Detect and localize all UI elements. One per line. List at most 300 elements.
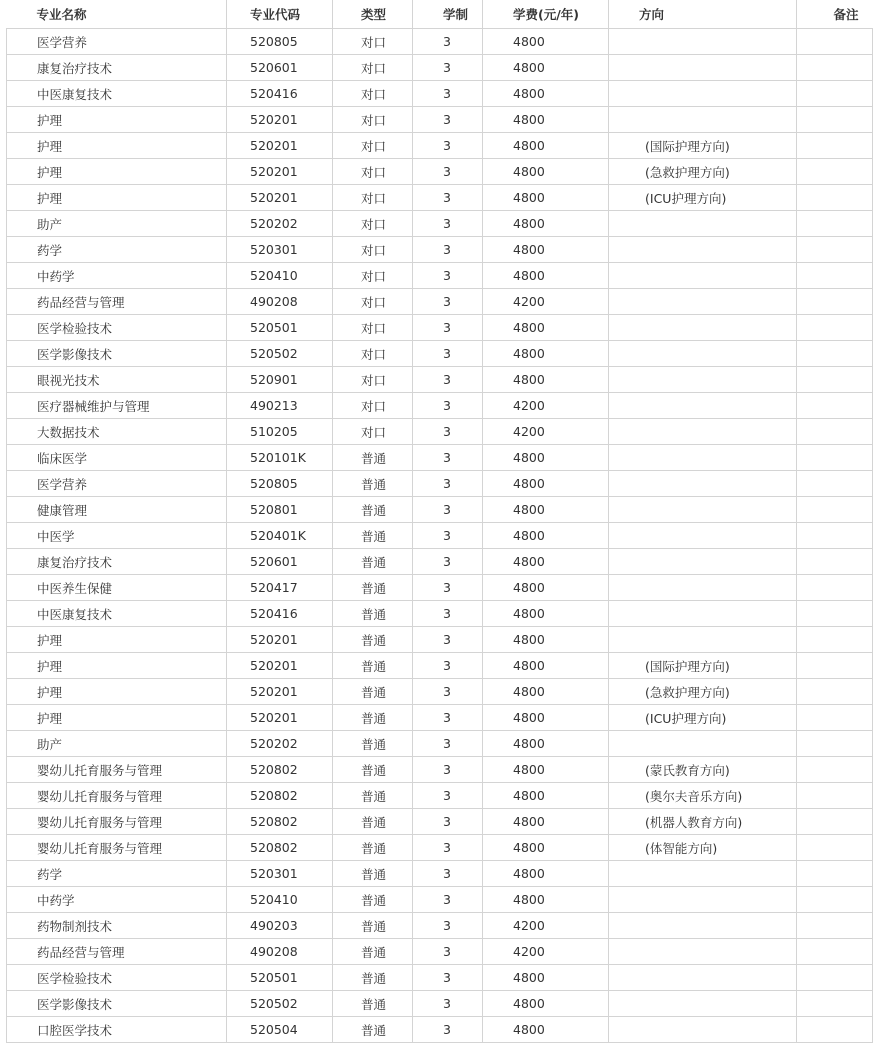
cell-duration: 3 [413, 133, 483, 159]
cell-duration: 3 [413, 81, 483, 107]
table-row [7, 263, 873, 289]
cell-direction [609, 965, 797, 991]
cell-tuition: 4800 [483, 497, 609, 523]
table-row [7, 393, 873, 419]
cell-type: 对口 [333, 341, 413, 367]
cell-direction [609, 289, 797, 315]
cell-duration: 3 [413, 185, 483, 211]
cell-duration: 3 [413, 679, 483, 705]
cell-type: 普通 [333, 887, 413, 913]
cell-type: 普通 [333, 549, 413, 575]
header-direction: 方向 [609, 0, 797, 29]
cell-direction [609, 497, 797, 523]
cell-major-code: 520201 [227, 679, 333, 705]
table-row [7, 289, 873, 315]
cell-type: 对口 [333, 263, 413, 289]
cell-major-code: 520202 [227, 731, 333, 757]
cell-direction [609, 601, 797, 627]
cell-remarks [797, 887, 873, 913]
cell-major-name: 医学检验技术 [7, 965, 227, 991]
cell-remarks [797, 393, 873, 419]
cell-tuition: 4800 [483, 185, 609, 211]
cell-tuition: 4800 [483, 549, 609, 575]
cell-duration: 3 [413, 887, 483, 913]
cell-tuition: 4800 [483, 601, 609, 627]
cell-remarks [797, 55, 873, 81]
cell-major-name: 助产 [7, 211, 227, 237]
cell-direction [609, 991, 797, 1017]
cell-major-name: 医学影像技术 [7, 991, 227, 1017]
cell-tuition: 4800 [483, 705, 609, 731]
table-row [7, 965, 873, 991]
cell-remarks [797, 263, 873, 289]
cell-type: 普通 [333, 601, 413, 627]
cell-type: 对口 [333, 133, 413, 159]
cell-major-code: 520417 [227, 575, 333, 601]
cell-remarks [797, 757, 873, 783]
header-remarks: 备注 [797, 0, 873, 29]
cell-direction: (急救护理方向) [609, 679, 797, 705]
cell-major-code: 520201 [227, 705, 333, 731]
cell-tuition: 4800 [483, 263, 609, 289]
cell-duration: 3 [413, 445, 483, 471]
cell-type: 对口 [333, 315, 413, 341]
cell-tuition: 4800 [483, 523, 609, 549]
cell-duration: 3 [413, 991, 483, 1017]
cell-remarks [797, 211, 873, 237]
cell-type: 普通 [333, 497, 413, 523]
cell-major-name: 护理 [7, 159, 227, 185]
cell-tuition: 4800 [483, 471, 609, 497]
cell-type: 普通 [333, 861, 413, 887]
cell-remarks [797, 471, 873, 497]
cell-direction [609, 627, 797, 653]
cell-major-code: 520502 [227, 341, 333, 367]
cell-tuition: 4200 [483, 289, 609, 315]
cell-major-code: 520805 [227, 29, 333, 55]
cell-type: 普通 [333, 809, 413, 835]
cell-tuition: 4200 [483, 939, 609, 965]
cell-type: 普通 [333, 835, 413, 861]
cell-remarks [797, 419, 873, 445]
cell-duration: 3 [413, 367, 483, 393]
cell-major-code: 490203 [227, 913, 333, 939]
cell-duration: 3 [413, 341, 483, 367]
cell-major-code: 520502 [227, 991, 333, 1017]
cell-major-code: 520201 [227, 653, 333, 679]
cell-major-code: 520201 [227, 107, 333, 133]
cell-type: 普通 [333, 757, 413, 783]
cell-direction [609, 471, 797, 497]
cell-tuition: 4800 [483, 29, 609, 55]
cell-duration: 3 [413, 731, 483, 757]
cell-type: 普通 [333, 1017, 413, 1043]
cell-direction [609, 419, 797, 445]
table-row [7, 29, 873, 55]
cell-major-name: 中药学 [7, 887, 227, 913]
cell-duration: 3 [413, 471, 483, 497]
cell-remarks [797, 445, 873, 471]
cell-duration: 3 [413, 861, 483, 887]
cell-type: 对口 [333, 55, 413, 81]
cell-duration: 3 [413, 965, 483, 991]
table-row [7, 575, 873, 601]
cell-major-code: 520601 [227, 549, 333, 575]
cell-tuition: 4200 [483, 913, 609, 939]
cell-tuition: 4800 [483, 679, 609, 705]
cell-major-code: 490208 [227, 939, 333, 965]
cell-duration: 3 [413, 263, 483, 289]
cell-type: 普通 [333, 731, 413, 757]
cell-tuition: 4800 [483, 315, 609, 341]
cell-major-code: 520101K [227, 445, 333, 471]
cell-direction [609, 237, 797, 263]
table-row [7, 81, 873, 107]
cell-major-name: 医学营养 [7, 29, 227, 55]
cell-type: 普通 [333, 913, 413, 939]
cell-remarks [797, 705, 873, 731]
cell-direction [609, 939, 797, 965]
cell-major-name: 康复治疗技术 [7, 55, 227, 81]
cell-duration: 3 [413, 29, 483, 55]
cell-tuition: 4800 [483, 965, 609, 991]
cell-duration: 3 [413, 107, 483, 133]
cell-direction: (机器人教育方向) [609, 809, 797, 835]
cell-major-code: 520410 [227, 887, 333, 913]
cell-tuition: 4800 [483, 1017, 609, 1043]
cell-major-name: 药学 [7, 237, 227, 263]
header-major-code: 专业代码 [227, 0, 333, 29]
cell-major-code: 520301 [227, 861, 333, 887]
table-row [7, 679, 873, 705]
cell-major-name: 口腔医学技术 [7, 1017, 227, 1043]
header-duration: 学制 [413, 0, 483, 29]
cell-direction [609, 81, 797, 107]
cell-major-code: 520401K [227, 523, 333, 549]
table-row [7, 185, 873, 211]
table-row [7, 627, 873, 653]
cell-major-code: 520201 [227, 159, 333, 185]
cell-duration: 3 [413, 835, 483, 861]
cell-tuition: 4800 [483, 341, 609, 367]
table-row [7, 1017, 873, 1043]
cell-type: 对口 [333, 29, 413, 55]
cell-remarks [797, 627, 873, 653]
cell-remarks [797, 991, 873, 1017]
cell-direction [609, 523, 797, 549]
cell-remarks [797, 133, 873, 159]
cell-major-code: 520901 [227, 367, 333, 393]
header-type: 类型 [333, 0, 413, 29]
cell-duration: 3 [413, 55, 483, 81]
cell-remarks [797, 679, 873, 705]
cell-remarks [797, 497, 873, 523]
cell-major-code: 520410 [227, 263, 333, 289]
table-row [7, 159, 873, 185]
table-row [7, 211, 873, 237]
cell-major-name: 护理 [7, 627, 227, 653]
table-body [7, 29, 873, 1043]
cell-direction [609, 211, 797, 237]
cell-remarks [797, 107, 873, 133]
cell-type: 普通 [333, 445, 413, 471]
cell-major-code: 490208 [227, 289, 333, 315]
table-row [7, 55, 873, 81]
table-row [7, 939, 873, 965]
cell-remarks [797, 913, 873, 939]
cell-major-name: 大数据技术 [7, 419, 227, 445]
table-row [7, 653, 873, 679]
cell-remarks [797, 289, 873, 315]
cell-type: 普通 [333, 991, 413, 1017]
cell-major-name: 中医养生保健 [7, 575, 227, 601]
cell-major-code: 520501 [227, 315, 333, 341]
cell-direction [609, 887, 797, 913]
cell-remarks [797, 81, 873, 107]
table-row [7, 861, 873, 887]
cell-direction [609, 393, 797, 419]
cell-duration: 3 [413, 653, 483, 679]
cell-direction: (ICU护理方向) [609, 705, 797, 731]
header-major-name: 专业名称 [7, 0, 227, 29]
table-row [7, 315, 873, 341]
cell-type: 普通 [333, 523, 413, 549]
cell-duration: 3 [413, 757, 483, 783]
cell-tuition: 4800 [483, 55, 609, 81]
cell-duration: 3 [413, 523, 483, 549]
cell-major-name: 药品经营与管理 [7, 289, 227, 315]
cell-remarks [797, 1017, 873, 1043]
cell-major-code: 520801 [227, 497, 333, 523]
cell-major-name: 中医学 [7, 523, 227, 549]
cell-duration: 3 [413, 549, 483, 575]
cell-major-name: 护理 [7, 133, 227, 159]
cell-tuition: 4800 [483, 107, 609, 133]
cell-major-name: 婴幼儿托育服务与管理 [7, 809, 227, 835]
table-row [7, 471, 873, 497]
cell-major-name: 婴幼儿托育服务与管理 [7, 783, 227, 809]
cell-duration: 3 [413, 705, 483, 731]
cell-remarks [797, 809, 873, 835]
table-row [7, 107, 873, 133]
cell-remarks [797, 341, 873, 367]
cell-duration: 3 [413, 783, 483, 809]
cell-tuition: 4800 [483, 835, 609, 861]
cell-type: 对口 [333, 107, 413, 133]
cell-major-name: 药学 [7, 861, 227, 887]
cell-major-name: 护理 [7, 705, 227, 731]
cell-type: 对口 [333, 289, 413, 315]
cell-direction [609, 367, 797, 393]
cell-duration: 3 [413, 939, 483, 965]
cell-direction [609, 861, 797, 887]
cell-major-name: 中医康复技术 [7, 601, 227, 627]
cell-major-name: 临床医学 [7, 445, 227, 471]
cell-remarks [797, 861, 873, 887]
cell-direction [609, 1017, 797, 1043]
cell-direction [609, 913, 797, 939]
cell-major-code: 520201 [227, 627, 333, 653]
cell-duration: 3 [413, 913, 483, 939]
cell-direction [609, 445, 797, 471]
cell-tuition: 4800 [483, 133, 609, 159]
cell-major-name: 医学营养 [7, 471, 227, 497]
cell-major-code: 520202 [227, 211, 333, 237]
cell-remarks [797, 783, 873, 809]
table-row [7, 523, 873, 549]
cell-major-code: 520501 [227, 965, 333, 991]
cell-tuition: 4800 [483, 991, 609, 1017]
cell-remarks [797, 237, 873, 263]
cell-major-name: 眼视光技术 [7, 367, 227, 393]
cell-remarks [797, 185, 873, 211]
cell-direction: (蒙氏教育方向) [609, 757, 797, 783]
table-row [7, 991, 873, 1017]
cell-major-code: 520504 [227, 1017, 333, 1043]
cell-remarks [797, 315, 873, 341]
cell-remarks [797, 939, 873, 965]
cell-major-name: 康复治疗技术 [7, 549, 227, 575]
cell-duration: 3 [413, 211, 483, 237]
cell-major-code: 520201 [227, 185, 333, 211]
table-row [7, 705, 873, 731]
cell-duration: 3 [413, 601, 483, 627]
cell-tuition: 4800 [483, 887, 609, 913]
cell-type: 对口 [333, 81, 413, 107]
cell-tuition: 4800 [483, 159, 609, 185]
cell-duration: 3 [413, 393, 483, 419]
cell-remarks [797, 549, 873, 575]
cell-remarks [797, 29, 873, 55]
cell-major-name: 中药学 [7, 263, 227, 289]
cell-tuition: 4800 [483, 809, 609, 835]
cell-direction: (急救护理方向) [609, 159, 797, 185]
cell-tuition: 4800 [483, 627, 609, 653]
cell-major-code: 520805 [227, 471, 333, 497]
table-row [7, 367, 873, 393]
cell-remarks [797, 575, 873, 601]
cell-major-name: 助产 [7, 731, 227, 757]
table-row [7, 445, 873, 471]
table-row [7, 419, 873, 445]
cell-major-name: 医疗器械维护与管理 [7, 393, 227, 419]
cell-type: 普通 [333, 679, 413, 705]
cell-tuition: 4800 [483, 211, 609, 237]
cell-type: 对口 [333, 419, 413, 445]
cell-tuition: 4800 [483, 783, 609, 809]
cell-tuition: 4200 [483, 393, 609, 419]
cell-major-name: 医学检验技术 [7, 315, 227, 341]
cell-tuition: 4800 [483, 861, 609, 887]
cell-major-name: 药品经营与管理 [7, 939, 227, 965]
cell-type: 对口 [333, 211, 413, 237]
cell-type: 对口 [333, 159, 413, 185]
cell-direction [609, 341, 797, 367]
table-row [7, 133, 873, 159]
cell-direction [609, 107, 797, 133]
cell-tuition: 4200 [483, 419, 609, 445]
table-row [7, 601, 873, 627]
table-row [7, 757, 873, 783]
cell-major-name: 护理 [7, 653, 227, 679]
cell-direction [609, 549, 797, 575]
cell-duration: 3 [413, 575, 483, 601]
cell-major-code: 520802 [227, 809, 333, 835]
table-row [7, 731, 873, 757]
cell-direction [609, 575, 797, 601]
cell-type: 普通 [333, 705, 413, 731]
cell-major-code: 490213 [227, 393, 333, 419]
table-row [7, 913, 873, 939]
cell-major-code: 520802 [227, 757, 333, 783]
cell-direction [609, 731, 797, 757]
cell-type: 普通 [333, 965, 413, 991]
table-row [7, 497, 873, 523]
cell-type: 普通 [333, 627, 413, 653]
table-row [7, 809, 873, 835]
table-row [7, 341, 873, 367]
cell-type: 普通 [333, 783, 413, 809]
cell-type: 普通 [333, 575, 413, 601]
cell-type: 普通 [333, 471, 413, 497]
cell-remarks [797, 653, 873, 679]
cell-direction: (国际护理方向) [609, 653, 797, 679]
cell-major-code: 520416 [227, 81, 333, 107]
cell-major-name: 药物制剂技术 [7, 913, 227, 939]
cell-duration: 3 [413, 809, 483, 835]
cell-tuition: 4800 [483, 731, 609, 757]
cell-duration: 3 [413, 497, 483, 523]
table-header-row [7, 0, 873, 29]
cell-duration: 3 [413, 289, 483, 315]
header-tuition: 学费(元/年) [483, 0, 609, 29]
cell-major-name: 婴幼儿托育服务与管理 [7, 757, 227, 783]
cell-major-code: 520416 [227, 601, 333, 627]
cell-type: 普通 [333, 939, 413, 965]
cell-major-code: 510205 [227, 419, 333, 445]
cell-major-code: 520201 [227, 133, 333, 159]
cell-direction: (奥尔夫音乐方向) [609, 783, 797, 809]
cell-major-name: 中医康复技术 [7, 81, 227, 107]
table-row [7, 835, 873, 861]
cell-tuition: 4800 [483, 757, 609, 783]
cell-duration: 3 [413, 159, 483, 185]
cell-direction: (国际护理方向) [609, 133, 797, 159]
cell-type: 普通 [333, 653, 413, 679]
cell-remarks [797, 367, 873, 393]
cell-duration: 3 [413, 1017, 483, 1043]
cell-remarks [797, 601, 873, 627]
cell-remarks [797, 523, 873, 549]
cell-tuition: 4800 [483, 367, 609, 393]
cell-duration: 3 [413, 237, 483, 263]
cell-major-name: 护理 [7, 185, 227, 211]
cell-type: 对口 [333, 367, 413, 393]
cell-direction: (体智能方向) [609, 835, 797, 861]
cell-direction: (ICU护理方向) [609, 185, 797, 211]
cell-duration: 3 [413, 419, 483, 445]
cell-major-name: 婴幼儿托育服务与管理 [7, 835, 227, 861]
cell-remarks [797, 731, 873, 757]
cell-direction [609, 263, 797, 289]
cell-major-code: 520802 [227, 783, 333, 809]
cell-major-name: 护理 [7, 679, 227, 705]
cell-major-name: 医学影像技术 [7, 341, 227, 367]
cell-major-name: 健康管理 [7, 497, 227, 523]
cell-remarks [797, 965, 873, 991]
cell-tuition: 4800 [483, 575, 609, 601]
cell-type: 对口 [333, 237, 413, 263]
